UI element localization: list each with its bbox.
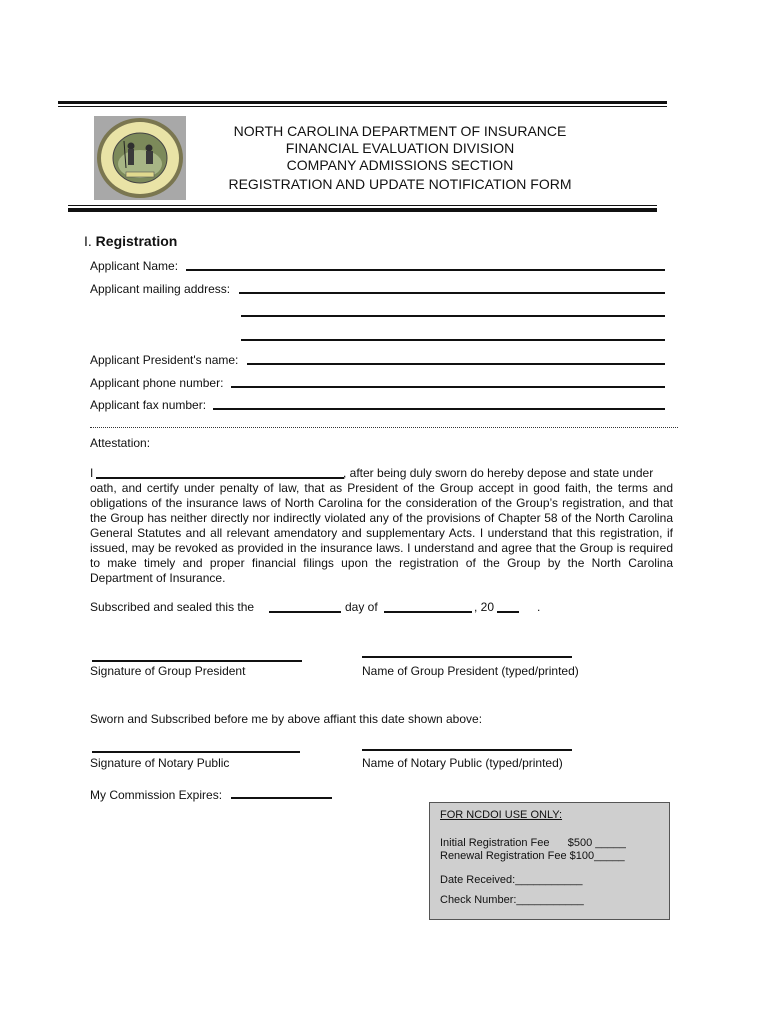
- office-use-title: FOR NCDOI USE ONLY:: [440, 809, 563, 821]
- mailing-address-label: Applicant mailing address:: [90, 282, 231, 296]
- header-title-line1: NORTH CAROLINA DEPARTMENT OF INSURANCE: [233, 123, 567, 139]
- subscribed-day-of: day of: [345, 600, 378, 614]
- header-title-line2: FINANCIAL EVALUATION DIVISION: [285, 140, 515, 156]
- subscribed-month-field[interactable]: [384, 611, 472, 613]
- group-president-name-label: Name of Group President (typed/printed): [362, 664, 579, 678]
- commission-expires-label: My Commission Expires:: [90, 788, 223, 802]
- president-name-field[interactable]: [247, 363, 665, 365]
- office-use-box: [429, 802, 670, 920]
- group-president-signature-line[interactable]: [92, 660, 302, 662]
- mailing-address-field-line2[interactable]: [241, 315, 665, 317]
- date-received-line: Date Received:___________: [440, 874, 583, 886]
- section-title: Registration: [95, 233, 178, 249]
- attestation-label: Attestation:: [90, 436, 151, 450]
- fax-label: Applicant fax number:: [90, 398, 207, 412]
- attestor-name-field[interactable]: [96, 477, 344, 479]
- notary-signature-label: Signature of Notary Public: [90, 756, 230, 770]
- top-rule-thin: [58, 106, 667, 107]
- subscribed-period: .: [537, 600, 541, 614]
- subscribed-day-field[interactable]: [269, 611, 341, 613]
- top-rule-thick: [58, 101, 667, 104]
- header-title-line4: REGISTRATION AND UPDATE NOTIFICATION FORM: [228, 176, 572, 192]
- phone-label: Applicant phone number:: [90, 376, 224, 390]
- group-president-name-line[interactable]: [362, 656, 572, 658]
- section-heading: [84, 233, 177, 250]
- mailing-address-field-line1[interactable]: [239, 292, 665, 294]
- subscribed-text: Subscribed and sealed this the: [90, 600, 255, 614]
- attestation-pronoun: I: [90, 466, 94, 480]
- state-seal-logo: [94, 116, 186, 200]
- applicant-name-label: Applicant Name:: [90, 259, 179, 273]
- notary-name-line[interactable]: [362, 749, 572, 751]
- subscribed-year-field[interactable]: [497, 611, 519, 613]
- phone-field[interactable]: [231, 386, 665, 388]
- check-number-line: Check Number:___________: [440, 894, 584, 906]
- commission-expires-field[interactable]: [231, 797, 332, 799]
- header-rule-thin: [68, 205, 657, 206]
- section-number: I.: [84, 233, 92, 249]
- subscribed-year-prefix: , 20: [474, 600, 495, 614]
- notary-name-label: Name of Notary Public (typed/printed): [362, 756, 563, 770]
- sworn-statement: Sworn and Subscribed before me by above affiant this date shown above:: [90, 712, 483, 726]
- renewal-fee-line: Renewal Registration Fee $100_____: [440, 850, 625, 862]
- initial-fee-line: Initial Registration Fee $500 _____: [440, 837, 626, 849]
- applicant-name-field[interactable]: [186, 269, 665, 271]
- fax-field[interactable]: [213, 408, 665, 410]
- header-rule-thick: [68, 208, 657, 212]
- president-name-label: Applicant President's name:: [90, 353, 239, 367]
- notary-signature-line[interactable]: [92, 751, 300, 753]
- attestation-first-line: , after being duly sworn do hereby depose and state under: [343, 466, 654, 480]
- mailing-address-field-line3[interactable]: [241, 339, 665, 341]
- group-president-signature-label: Signature of Group President: [90, 664, 246, 678]
- attestation-paragraph: oath, and certify under penalty of law, that as President of the Group accept in good faith, the terms and obligations of the insurance laws of North Carolina for the consideration of the Group’s registration, and that the Group has neither directly nor indirectly violated any of the provisions of Chapter 58 of the North Carolina General Statutes and all relevant amendatory and supplementary Acts. I understand that this registration, if issued, may be revoked as provided in the insurance laws. I understand and agree that the Group is required to make timely and proper financial filings upon the registration of the Group by the North Carolina Department of Insurance.: [90, 481, 673, 585]
- dotted-divider: [90, 427, 678, 428]
- header-title-line3: COMPANY ADMISSIONS SECTION: [286, 157, 514, 173]
